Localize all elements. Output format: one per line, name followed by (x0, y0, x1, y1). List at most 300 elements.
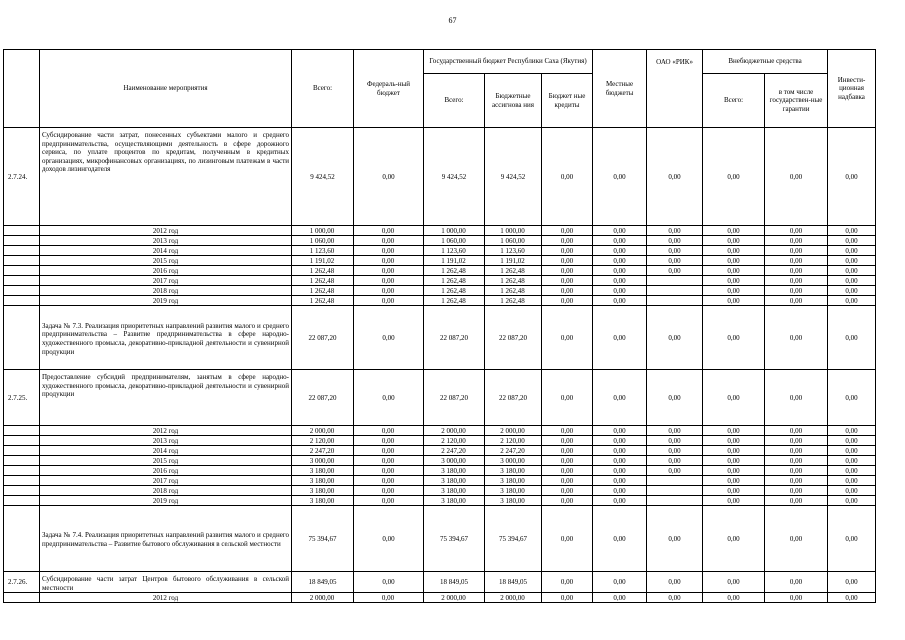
row-code (4, 436, 40, 446)
value-cell: 0,00 (703, 496, 765, 506)
year-row (4, 486, 876, 496)
header-extrabudget: Внебюджетные средства (703, 50, 828, 74)
value-cell: 0,00 (647, 426, 703, 436)
value-cell: 0,00 (542, 476, 593, 486)
year-label: 2017 год (40, 276, 292, 286)
value-cell: 0,00 (647, 236, 703, 246)
value-cell: 0,00 (765, 456, 828, 466)
value-cell: 0,00 (354, 256, 424, 266)
value-cell: 0,00 (828, 246, 876, 256)
row-code (4, 256, 40, 266)
value-cell: 0,00 (703, 466, 765, 476)
value-cell: 0,00 (703, 246, 765, 256)
value-cell: 0,00 (828, 370, 876, 426)
year-label: 2018 год (40, 286, 292, 296)
value-cell: 0,00 (354, 506, 424, 572)
value-cell: 0,00 (765, 446, 828, 456)
value-cell: 0,00 (765, 370, 828, 426)
value-cell (647, 296, 703, 306)
value-cell: 0,00 (828, 266, 876, 276)
value-cell: 0,00 (354, 286, 424, 296)
value-cell: 0,00 (593, 476, 647, 486)
value-cell: 0,00 (542, 446, 593, 456)
table-body (4, 128, 876, 603)
value-cell: 1 262,48 (292, 296, 354, 306)
activity-name: Задача № 7.4. Реализация приоритетных направлений развития малого и среднего предпринимательства – Развитие бытового обслуживания в сельской местности (40, 506, 292, 572)
row-code: 2.7.24. (4, 128, 40, 226)
value-cell: 2 000,00 (292, 426, 354, 436)
value-cell: 1 000,00 (485, 226, 542, 236)
value-cell: 0,00 (828, 306, 876, 370)
value-cell: 18 849,05 (485, 572, 542, 593)
value-cell: 0,00 (354, 246, 424, 256)
value-cell: 0,00 (828, 236, 876, 246)
value-cell: 0,00 (703, 506, 765, 572)
year-row (4, 436, 876, 446)
value-cell: 0,00 (354, 476, 424, 486)
value-cell: 2 000,00 (292, 593, 354, 603)
value-cell: 75 394,67 (424, 506, 485, 572)
value-cell: 0,00 (354, 128, 424, 226)
year-row (4, 296, 876, 306)
row-code (4, 593, 40, 603)
value-cell: 1 191,02 (424, 256, 485, 266)
value-cell: 1 262,48 (485, 266, 542, 276)
year-label: 2019 год (40, 496, 292, 506)
value-cell (647, 496, 703, 506)
value-cell: 0,00 (647, 593, 703, 603)
value-cell: 3 180,00 (424, 476, 485, 486)
row-code (4, 306, 40, 370)
value-cell: 1 262,48 (424, 266, 485, 276)
value-cell: 0,00 (354, 306, 424, 370)
value-cell: 9 424,52 (485, 128, 542, 226)
table-row (4, 572, 876, 593)
value-cell: 0,00 (647, 306, 703, 370)
table-row (4, 506, 876, 572)
value-cell: 0,00 (765, 476, 828, 486)
value-cell: 0,00 (647, 370, 703, 426)
value-cell: 1 262,48 (292, 266, 354, 276)
value-cell: 3 000,00 (485, 456, 542, 466)
value-cell: 0,00 (354, 436, 424, 446)
year-label: 2015 год (40, 256, 292, 266)
row-code (4, 496, 40, 506)
value-cell: 0,00 (354, 486, 424, 496)
value-cell: 0,00 (828, 446, 876, 456)
year-row (4, 426, 876, 436)
year-row (4, 593, 876, 603)
value-cell: 0,00 (593, 266, 647, 276)
value-cell: 0,00 (593, 370, 647, 426)
value-cell: 0,00 (765, 486, 828, 496)
table-row (4, 370, 876, 426)
header-extra-total: Всего: (703, 74, 765, 128)
value-cell: 0,00 (703, 128, 765, 226)
value-cell: 0,00 (593, 436, 647, 446)
value-cell: 0,00 (765, 266, 828, 276)
value-cell: 0,00 (542, 226, 593, 236)
value-cell: 0,00 (593, 593, 647, 603)
value-cell: 1 262,48 (424, 296, 485, 306)
value-cell: 1 262,48 (485, 296, 542, 306)
value-cell: 3 000,00 (424, 456, 485, 466)
value-cell: 0,00 (765, 128, 828, 226)
value-cell: 0,00 (542, 296, 593, 306)
value-cell: 0,00 (703, 266, 765, 276)
table-row (4, 128, 876, 226)
value-cell: 3 180,00 (424, 496, 485, 506)
activity-name: Предоставление субсидий предпринимателям, занятым в сфере народно-художественного промысла, декоративно-прикладной деятельности и сувенирной продукции (40, 370, 292, 426)
year-row (4, 226, 876, 236)
value-cell: 0,00 (765, 593, 828, 603)
row-code (4, 486, 40, 496)
value-cell: 0,00 (593, 256, 647, 266)
year-row (4, 236, 876, 246)
value-cell: 2 000,00 (485, 426, 542, 436)
value-cell (647, 486, 703, 496)
value-cell: 0,00 (765, 306, 828, 370)
value-cell: 3 180,00 (424, 486, 485, 496)
row-code (4, 276, 40, 286)
value-cell: 0,00 (703, 236, 765, 246)
value-cell: 22 087,20 (424, 306, 485, 370)
value-cell: 2 000,00 (424, 593, 485, 603)
value-cell: 0,00 (593, 306, 647, 370)
value-cell: 0,00 (542, 246, 593, 256)
value-cell: 2 247,20 (424, 446, 485, 456)
value-cell: 0,00 (765, 466, 828, 476)
value-cell: 1 262,48 (485, 286, 542, 296)
row-code (4, 446, 40, 456)
value-cell: 0,00 (703, 476, 765, 486)
header-state-alloc: Бюджетные ассигнова ния (485, 74, 542, 128)
row-code (4, 506, 40, 572)
value-cell: 0,00 (354, 370, 424, 426)
row-code (4, 476, 40, 486)
value-cell: 0,00 (765, 506, 828, 572)
year-row (4, 286, 876, 296)
value-cell: 0,00 (765, 236, 828, 246)
row-code (4, 466, 40, 476)
value-cell: 0,00 (765, 256, 828, 266)
value-cell: 0,00 (828, 476, 876, 486)
value-cell: 0,00 (828, 456, 876, 466)
activity-name: Задача № 7.3. Реализация приоритетных направлений развития малого и среднего предпринимательства – Развитие предпринимательства в сфере народно-художественного промысла, декоративно-прикладной деятельности и сувенирной продукции (40, 306, 292, 370)
value-cell: 0,00 (647, 436, 703, 446)
header-state-credit: Бюджет ные кредиты (542, 74, 593, 128)
value-cell: 0,00 (354, 276, 424, 286)
value-cell: 0,00 (593, 286, 647, 296)
value-cell: 0,00 (703, 226, 765, 236)
value-cell: 22 087,20 (424, 370, 485, 426)
year-label: 2012 год (40, 593, 292, 603)
year-row (4, 496, 876, 506)
row-code (4, 296, 40, 306)
value-cell: 0,00 (647, 226, 703, 236)
header-federal: Федераль-ный бюджет (354, 50, 424, 128)
value-cell: 0,00 (703, 286, 765, 296)
value-cell: 2 247,20 (485, 446, 542, 456)
value-cell: 0,00 (542, 466, 593, 476)
value-cell: 0,00 (828, 226, 876, 236)
value-cell: 75 394,67 (485, 506, 542, 572)
table-row (4, 306, 876, 370)
value-cell: 2 120,00 (292, 436, 354, 446)
budget-table (3, 49, 876, 603)
value-cell: 0,00 (765, 496, 828, 506)
year-label: 2016 год (40, 266, 292, 276)
value-cell: 2 000,00 (485, 593, 542, 603)
value-cell: 0,00 (354, 296, 424, 306)
row-code: 2.7.25. (4, 370, 40, 426)
header-rik: ОАО «РИК» (647, 50, 703, 128)
value-cell: 3 180,00 (485, 476, 542, 486)
year-row (4, 256, 876, 266)
value-cell: 0,00 (703, 572, 765, 593)
header-state-budget: Государственный бюджет Республики Саха (Якутия) (424, 50, 593, 74)
value-cell: 1 262,48 (424, 286, 485, 296)
value-cell: 22 087,20 (485, 370, 542, 426)
header-name: Наименование мероприятия (40, 50, 292, 128)
value-cell: 0,00 (647, 256, 703, 266)
value-cell: 0,00 (828, 128, 876, 226)
value-cell: 0,00 (542, 256, 593, 266)
value-cell: 0,00 (828, 276, 876, 286)
value-cell: 1 262,48 (485, 276, 542, 286)
value-cell: 75 394,67 (292, 506, 354, 572)
value-cell: 0,00 (354, 572, 424, 593)
value-cell: 0,00 (354, 426, 424, 436)
row-code (4, 286, 40, 296)
value-cell: 0,00 (828, 466, 876, 476)
value-cell: 0,00 (593, 466, 647, 476)
value-cell: 0,00 (647, 246, 703, 256)
value-cell: 18 849,05 (292, 572, 354, 593)
value-cell: 0,00 (828, 256, 876, 266)
year-label: 2013 год (40, 236, 292, 246)
value-cell: 0,00 (354, 593, 424, 603)
value-cell: 0,00 (593, 226, 647, 236)
value-cell: 0,00 (765, 226, 828, 236)
value-cell: 0,00 (542, 128, 593, 226)
value-cell: 3 180,00 (485, 466, 542, 476)
value-cell: 0,00 (647, 572, 703, 593)
value-cell: 0,00 (703, 456, 765, 466)
row-code (4, 426, 40, 436)
value-cell: 0,00 (647, 456, 703, 466)
value-cell: 3 180,00 (292, 466, 354, 476)
value-cell: 0,00 (703, 276, 765, 286)
value-cell: 0,00 (542, 456, 593, 466)
year-label: 2013 год (40, 436, 292, 446)
value-cell: 0,00 (542, 572, 593, 593)
value-cell: 0,00 (542, 306, 593, 370)
value-cell: 0,00 (647, 466, 703, 476)
value-cell: 0,00 (828, 426, 876, 436)
value-cell: 0,00 (703, 370, 765, 426)
value-cell: 0,00 (593, 486, 647, 496)
activity-name: Субсидирование части затрат Центров бытового обслуживания в сельской местности (40, 572, 292, 593)
header-state-total: Всего: (424, 74, 485, 128)
value-cell: 0,00 (542, 436, 593, 446)
value-cell: 0,00 (765, 572, 828, 593)
value-cell: 0,00 (593, 296, 647, 306)
value-cell: 2 120,00 (485, 436, 542, 446)
row-code (4, 456, 40, 466)
value-cell: 1 262,48 (292, 276, 354, 286)
value-cell: 0,00 (354, 496, 424, 506)
header-total: Всего: (292, 50, 354, 128)
value-cell: 22 087,20 (292, 370, 354, 426)
value-cell: 22 087,20 (292, 306, 354, 370)
value-cell: 0,00 (828, 486, 876, 496)
value-cell: 0,00 (703, 436, 765, 446)
year-label: 2019 год (40, 296, 292, 306)
value-cell: 0,00 (828, 286, 876, 296)
value-cell: 0,00 (703, 306, 765, 370)
value-cell: 1 123,60 (485, 246, 542, 256)
value-cell: 0,00 (647, 128, 703, 226)
header-local: Местные бюджеты (593, 50, 647, 128)
row-code (4, 236, 40, 246)
value-cell: 1 000,00 (424, 226, 485, 236)
value-cell (647, 476, 703, 486)
value-cell: 0,00 (593, 496, 647, 506)
value-cell: 0,00 (703, 446, 765, 456)
value-cell: 2 247,20 (292, 446, 354, 456)
value-cell: 0,00 (828, 496, 876, 506)
value-cell: 0,00 (542, 486, 593, 496)
value-cell: 0,00 (828, 572, 876, 593)
value-cell: 0,00 (765, 286, 828, 296)
value-cell: 0,00 (542, 426, 593, 436)
value-cell: 9 424,52 (292, 128, 354, 226)
value-cell: 3 180,00 (485, 486, 542, 496)
value-cell: 0,00 (542, 370, 593, 426)
row-code (4, 226, 40, 236)
value-cell: 0,00 (647, 446, 703, 456)
value-cell: 1 262,48 (424, 276, 485, 286)
value-cell: 3 180,00 (292, 476, 354, 486)
value-cell: 0,00 (765, 296, 828, 306)
row-code (4, 246, 40, 256)
value-cell: 0,00 (703, 593, 765, 603)
value-cell: 22 087,20 (485, 306, 542, 370)
year-label: 2016 год (40, 466, 292, 476)
value-cell: 0,00 (354, 456, 424, 466)
value-cell: 0,00 (593, 276, 647, 286)
value-cell: 3 180,00 (485, 496, 542, 506)
value-cell: 3 180,00 (424, 466, 485, 476)
value-cell: 1 191,02 (292, 256, 354, 266)
year-row (4, 246, 876, 256)
value-cell: 1 191,02 (485, 256, 542, 266)
value-cell: 0,00 (542, 496, 593, 506)
year-row (4, 266, 876, 276)
value-cell: 3 180,00 (292, 496, 354, 506)
value-cell (647, 276, 703, 286)
value-cell: 1 123,60 (292, 246, 354, 256)
value-cell: 0,00 (765, 436, 828, 446)
activity-name: Субсидирование части затрат, понесенных субъектами малого и среднего предпринимательства, осуществляющими деятельность в сфере дорожного сервиса, по уплате процентов по кредитам, полученным в кредитных организациях, микрофинансовых организациях, по лизинговым платежам в части доходов лизингодателя (40, 128, 292, 226)
value-cell: 0,00 (828, 506, 876, 572)
year-label: 2014 год (40, 446, 292, 456)
value-cell: 0,00 (354, 446, 424, 456)
header-invest: Инвести-ционная надбавка (828, 50, 876, 128)
value-cell: 0,00 (703, 486, 765, 496)
value-cell: 9 424,52 (424, 128, 485, 226)
value-cell: 0,00 (647, 506, 703, 572)
year-row (4, 446, 876, 456)
value-cell: 0,00 (542, 276, 593, 286)
value-cell: 0,00 (703, 256, 765, 266)
value-cell: 3 000,00 (292, 456, 354, 466)
value-cell: 0,00 (542, 236, 593, 246)
value-cell: 0,00 (765, 246, 828, 256)
page-number: 67 (448, 16, 457, 25)
value-cell: 2 120,00 (424, 436, 485, 446)
value-cell: 1 060,00 (485, 236, 542, 246)
value-cell: 0,00 (354, 466, 424, 476)
value-cell: 0,00 (593, 426, 647, 436)
value-cell: 0,00 (593, 456, 647, 466)
value-cell: 0,00 (828, 593, 876, 603)
value-cell: 1 000,00 (292, 226, 354, 236)
year-row (4, 466, 876, 476)
value-cell: 0,00 (703, 426, 765, 436)
year-label: 2012 год (40, 226, 292, 236)
row-code (4, 266, 40, 276)
value-cell: 1 262,48 (292, 286, 354, 296)
value-cell: 0,00 (593, 246, 647, 256)
value-cell: 0,00 (542, 266, 593, 276)
year-label: 2015 год (40, 456, 292, 466)
value-cell (647, 286, 703, 296)
year-label: 2014 год (40, 246, 292, 256)
year-label: 2017 год (40, 476, 292, 486)
header-extra-guarantees: в том числе государствен-ные гарантии (765, 74, 828, 128)
value-cell: 0,00 (828, 296, 876, 306)
year-row (4, 456, 876, 466)
value-cell: 0,00 (828, 436, 876, 446)
value-cell: 0,00 (354, 266, 424, 276)
value-cell: 0,00 (542, 593, 593, 603)
value-cell: 1 123,60 (424, 246, 485, 256)
year-label: 2018 год (40, 486, 292, 496)
value-cell: 18 849,05 (424, 572, 485, 593)
value-cell: 2 000,00 (424, 426, 485, 436)
value-cell: 0,00 (354, 236, 424, 246)
value-cell: 0,00 (593, 572, 647, 593)
year-row (4, 276, 876, 286)
value-cell: 0,00 (765, 276, 828, 286)
value-cell: 0,00 (593, 506, 647, 572)
value-cell: 0,00 (593, 446, 647, 456)
year-label: 2012 год (40, 426, 292, 436)
value-cell: 0,00 (703, 296, 765, 306)
value-cell: 1 060,00 (292, 236, 354, 246)
value-cell: 0,00 (542, 286, 593, 296)
value-cell: 0,00 (593, 128, 647, 226)
year-row (4, 476, 876, 486)
row-code: 2.7.26. (4, 572, 40, 593)
header-code (4, 50, 40, 128)
value-cell: 0,00 (593, 236, 647, 246)
value-cell: 0,00 (354, 226, 424, 236)
value-cell: 0,00 (542, 506, 593, 572)
value-cell: 0,00 (647, 266, 703, 276)
